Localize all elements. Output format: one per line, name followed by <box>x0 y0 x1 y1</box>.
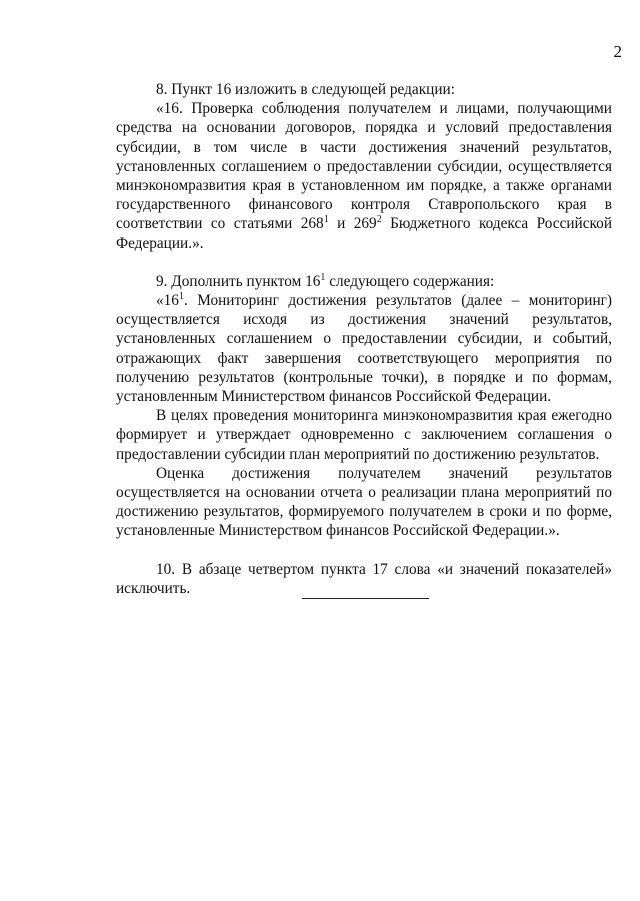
section-9-paragraph-3: Оценка достижения получателем значений результатов осуществляется на основании отчета о реализации плана мероприятий по достижению результатов, формируемого получателем в сроки и по форме, установленные Министерством финансов Российской Федерации.». <box>116 464 612 540</box>
document-body <box>116 80 612 598</box>
section-9-paragraph-1-superscript: 1 <box>178 290 184 302</box>
closing-rule-divider <box>302 598 429 599</box>
section-8-text: «16. Проверка соблюдения получателем и лицами, получающими средства на основании договоров, порядка и условий предоставления субсидии, в том числе в части достижения значений результатов, установленных соглашением о предоставлении субсидии, осуществляется минэкономразвития края в установленном им порядке, а также органами государственного финансового контроля Ставропольского края в соответствии со статьями <box>116 100 612 233</box>
article-number-1: 268 <box>300 215 324 233</box>
section-9-heading-text: 9. Дополнить пунктом 16 <box>156 272 321 290</box>
section-9-paragraph-1-text: . Мониторинг достижения результатов (далее – мониторинг) осуществляется исходя из достижения значений результатов, установленных соглашением о предоставлении субсидии, и событий, отражающих факт завершения соответствующего мероприятия по получению результатов (контрольные точки), в порядке и по формам, установленным Министерством финансов Российской Федерации. <box>116 292 612 406</box>
page-number: 2 <box>613 42 622 61</box>
section-9-heading-superscript: 1 <box>320 271 326 283</box>
section-9-heading-tail: следующего содержания: <box>325 272 495 290</box>
section-9-heading <box>116 272 612 291</box>
section-8-paragraph <box>116 99 612 253</box>
section-9-paragraph-1 <box>116 291 612 406</box>
section-8-ending: Бюджетного кодекса Российской Федерации.». <box>116 215 613 252</box>
conjunction-text: и <box>328 215 354 233</box>
article-number-2: 269 <box>353 215 377 233</box>
section-9-paragraph-1-start: «16 <box>156 292 179 310</box>
section-9-paragraph-2: В целях проведения мониторинга минэкономразвития края ежегодно формирует и утверждает одновременно с заключением соглашения о предоставлении субсидии план мероприятий по достижению результатов. <box>116 407 612 463</box>
article-superscript-1: 1 <box>323 214 329 226</box>
section-8-heading: 8. Пункт 16 изложить в следующей редакции: <box>156 81 455 98</box>
article-superscript-2: 2 <box>376 214 382 226</box>
section-10-paragraph: 10. В абзаце четвертом пункта 17 слова «и значений показателей» исключить. <box>116 560 612 597</box>
